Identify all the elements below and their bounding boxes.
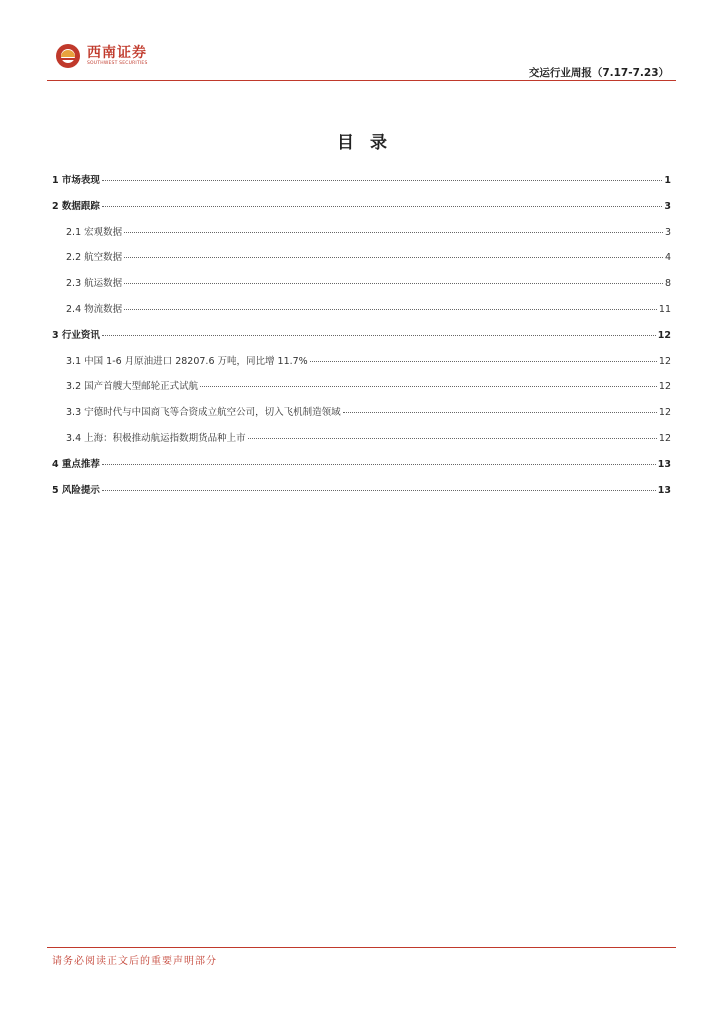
toc-entry[interactable]: 3.1 中国 1-6 月原油进口 28207.6 万吨，同比增 11.7% 12 bbox=[66, 355, 671, 367]
header-divider bbox=[47, 80, 676, 81]
table-of-contents bbox=[52, 172, 671, 507]
toc-entry[interactable]: 2 数据跟踪 3 bbox=[52, 200, 671, 212]
toc-entry[interactable]: 2.4 物流数据 11 bbox=[66, 303, 671, 315]
toc-title: 目录 bbox=[337, 133, 403, 153]
logo-chinese-name: 西南证券 bbox=[87, 45, 147, 61]
toc-entry[interactable]: 2.2 航空数据 4 bbox=[66, 252, 671, 264]
toc-entry[interactable]: 5 风险提示 13 bbox=[52, 484, 671, 496]
toc-entry[interactable]: 1 市场表现 1 bbox=[52, 175, 671, 186]
logo-sun-icon bbox=[55, 43, 81, 69]
toc-entry[interactable]: 2.3 航运数据 8 bbox=[66, 278, 671, 290]
toc-entry[interactable]: 3.2 国产首艘大型邮轮正式试航 12 bbox=[66, 381, 671, 393]
footer-divider bbox=[47, 947, 676, 948]
logo-english-name: SOUTHWEST SECURITIES bbox=[87, 61, 148, 66]
company-logo bbox=[55, 43, 148, 69]
page-header bbox=[0, 0, 724, 82]
toc-entry[interactable]: 3 行业资讯 12 bbox=[52, 329, 671, 341]
toc-entry[interactable]: 4 重点推荐 13 bbox=[52, 458, 671, 470]
disclaimer-note: 请务必阅读正文后的重要声明部分 bbox=[52, 956, 217, 967]
toc-entry[interactable]: 3.3 宁德时代与中国商飞等合资成立航空公司，切入飞机制造领域 12 bbox=[66, 407, 671, 419]
toc-entry[interactable]: 3.4 上海：积极推动航运指数期货品种上市 12 bbox=[66, 432, 671, 444]
report-title: 交运行业周报（7.17-7.23） bbox=[528, 67, 669, 79]
toc-entry[interactable]: 2.1 宏观数据 3 bbox=[66, 226, 671, 238]
